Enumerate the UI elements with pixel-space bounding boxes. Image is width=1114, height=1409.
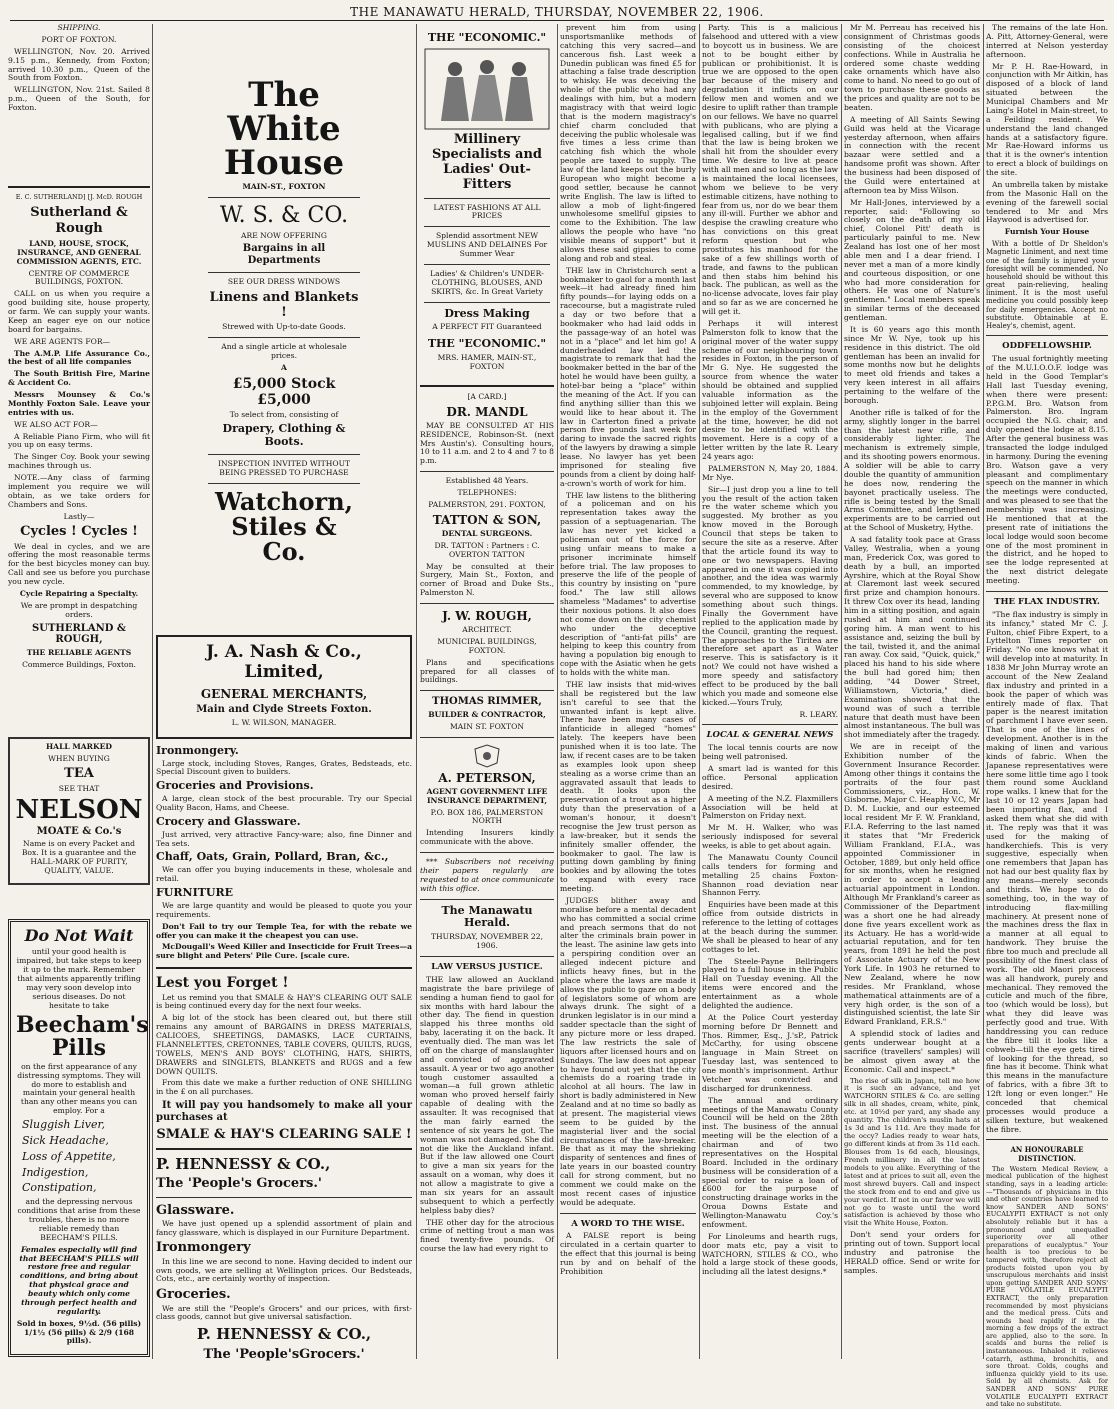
column-4 xyxy=(560,24,696,1359)
beecham-brand: Beecham's Pills xyxy=(16,1011,149,1061)
ad-text: The Western Medical Review, a medical publication of the highest standing, says in a leading article:—"Thousands of physicians in this and other countries have learned to know SANDER AND SONS' EUCALYPTI EXTRACT is not only absolutely reliable but it has a pronounced and unequalled superiority over all other preparations of eucalyptus." Your health is too precious to be tampered with, therefore reject all products foisted upon you by unscrupulous merchants and insist upon getting SANDER AND SONS' PURE VOLATILE EUCALYPTI EXTRACT, the only preparation recommended by most physicians and the medical press. Cuts and wounds heal rapidly if in the morning a few drops of the extract are applied, also to the sore. In scalds and burns the relief is instantaneous. Inhaled it relieves catarrh, asthma, bronchitis, and sore throat. Colds, coughs and influenza quickly yield to its use. Sold by all chemists. Ask for SANDER AND SONS' PURE VOLATILE EUCALYPTI EXTRACT and take no substitute. xyxy=(986,1164,1108,1409)
agency-item: The A.M.P. Life Assurance Co., the best of all life companies xyxy=(8,348,150,367)
ad-subheading: The 'People's Grocers.' xyxy=(156,1176,322,1192)
ad-text: We are still the "People's Grocers" and our prices, with first-class goods, cannot but give universal satisfaction. xyxy=(156,1303,412,1322)
ad-text: MUNICIPAL BUILDINGS, FOXTON. xyxy=(437,636,537,655)
section-heading: ODDFELLOWSHIP. xyxy=(1002,341,1092,352)
news-item: A sad fatality took pace at Grass Valley, Westralia, when a young man, Frederick Cox, was gored to death by a bull, an imported Ayrshire, which at the Royal Show at Claremont last week secured first prize and champion honours. It threw Cox over its head, landing him in a sitting position, and again rushed at him and continued goring him. A man went to his assistance and, seizing the bull by the tail, twisted it, and the animal ran away. Cox said, "Quick, quick," placed his hand to his side where the bull had gored him; then adding, "44 Dower Street, Williamstown, Victoria," died. Examination showed that the wound was of such a terrible nature that death must have been almost instantaneous. The bull was shot immediately after the tragedy. xyxy=(844,535,980,740)
ad-text: We have just opened up a splendid assortment of plain and fancy glassware, which is displayed in our Furniture Department. xyxy=(156,1218,412,1237)
ladies-illustration-icon xyxy=(425,49,549,129)
column-6 xyxy=(844,24,980,1359)
news-item: We are in receipt of the Exhibition number of the Government Insurance Recorder. Among other things it contains the portraits of the four past Commissioners, viz., Hon. W. Gisborne, Major C. Heaphy V.C, Mr D. M. Luckie, and our esteemed local resident Mr F. W. Frankland, F.I.A. Referring to the last named it states that "Mr Frederick William Frankland, F.I.A., was appointed Commissioner in October, 1889, but only held office for six months, when he resigned in order to accept a leading actuarial appointment in London. Although Mr Frankland's career as Commissioner of the Department was a short one he had already done five years excellent work as its Actuary. He has a world-wide actuarial reputation, and for ten years, from 1891 he held the post of Associate Actuary of the New York Life. In 1903 he returned to New Zealand, where he now resides. Mr Frankland, whose mathematical attainments are of a very high order, is the son of a distinguished scientist, the late Sir Edward Frankland, F.R.S." xyxy=(844,742,980,1027)
ad-text: Millinery Specialists and Ladies' Out-Fitters xyxy=(431,131,543,192)
ad-text: We are prompt in despatching orders. xyxy=(20,600,138,619)
ad-text: Linens and Blankets ! xyxy=(209,289,359,320)
news-item: A meeting of the N.Z. Flaxmillers Association will be held at Palmerston on Friday next. xyxy=(702,793,838,821)
ad-text: J. W. ROUGH, xyxy=(442,609,532,624)
ad-text: A. PETERSON, xyxy=(438,770,536,785)
watchorn-brand: Watchorn, Stiles & Co. xyxy=(214,486,354,567)
article-heading: A WORD TO THE WISE. xyxy=(571,1218,685,1229)
ad-text: SEE THAT xyxy=(58,783,100,793)
ad-text: Don't Fail to try our Temple Tea, for with the rebate we offer you can make it the cheapest you can use. xyxy=(156,921,412,940)
news-item: Enquiries have been made at this office from outside districts in reference to the letting of cottages at the beach during the summer. We shall be pleased to hear of any cottages to let. xyxy=(702,900,838,954)
ad-text: MAY BE CONSULTED AT HIS RESIDENCE, Robinson-St. (next Mrs Austin's). Consulting hours, 10 to 11 a.m. and 2 to 4 and 7 to 8 p.m. xyxy=(420,420,554,466)
ad-text: GENERAL MERCHANTS, xyxy=(200,687,368,702)
ad-text: and the depressing nervous conditions that arise from these troubles, there is no more reliable remedy than BEECHAM'S PILLS. xyxy=(17,1197,141,1242)
ad-text: Commerce Buildings, Foxton. xyxy=(22,659,136,669)
ad-text: Main and Clyde Streets Foxton. xyxy=(196,704,372,716)
article-text: THE law insists that mid-wives shall be registered but the law isn't careful to see that the unwanted infant is kept alive. There have been many cases of infanticide in alleged "homes" lately. The keepers have been punished when it is too late. The law, if recent cases are to be taken as examples look upon sheep stealing as a worse crime than an aggravated assault that leads to death. It looks upon the preservation of a trout as a higher duty than the preservation of a woman's honour, it doesn't recognise the Jew trust person as a law-breaker, but it sends the infinitely smaller offender, the bookmaker to gaol. The law is putting down gambling by fining bookies and by allowing the totes to expand with every race meeting. xyxy=(560,679,696,893)
ad-text: Loss of Appetite, xyxy=(22,1149,116,1163)
ad-text: ARE NOW OFFERING xyxy=(241,230,327,240)
ad-text: We deal in cycles, and we are offering the most reasonable terms for the best bicycles money can buy. Call and see us before you purchase you new cycle. xyxy=(8,541,150,587)
ad-text: CALL on us when you require a good building site, house property, or farm. We can supply your wants. Keep an eager eye on our notice board for bargains. xyxy=(8,289,150,334)
ad-subheading: Lest you Forget ! xyxy=(156,975,289,992)
column-rule xyxy=(841,24,842,1359)
firm-description: LAND, HOUSE, STOCK, INSURANCE, AND GENERAL COMMISSION AGENTS, ETC. xyxy=(16,238,142,266)
ad-subheading: Crocery and Glassware. xyxy=(156,814,301,828)
news-item: Another rifle is talked of for the army, slightly longer in the barrel than the latest new rifle, and considerably lighter. The mechanism is extremely simple, and its shooting powers enormous. A soldier will be able to carry double the quantity of ammunition he does now, rendering the bayonet practically useless. The rifle is being tested by the Small Arms Committee, and lengthened experiments are to be carried out at the School of Musketry, Hythe. xyxy=(844,407,980,533)
ad-text: BUILDER & CONTRACTOR, xyxy=(428,709,546,719)
article-text: PALMERSTON N, May 20, 1884. Mr Nye. xyxy=(702,463,838,482)
news-item: The Steele-Payne Bellringers played to a full house in the Public Hall on Tuesday evening. All the items were encored and the entertainment as a whole delighted the audience. xyxy=(702,956,838,1010)
article-text: Perhaps it will interest Palmerston folk to know that the original mover of the water suppy scheme of our neighbouring town resides in Foxton, in the person of Mr G. Nye. He suggested the source from whence the water should be obtained and supplied valuable information as the subjoined letter will explain. Being in the employ of the Government at the time, however, he did not desire to be identified with the movement. Here is a copy of a letter written by the late R. Leary 24 years ago: xyxy=(702,318,838,461)
ad-text: TELEPHONES: xyxy=(457,488,517,498)
issue-date: THURSDAY, NOVEMBER 22, 1906. xyxy=(430,932,543,951)
ad-text: ARCHITECT. xyxy=(462,625,512,635)
ad-text: THOMAS RIMMER, xyxy=(432,696,542,708)
news-item: The usual fortnightly meeting of the M.U.I.O.O.F. lodge was held in the Good Templar's Hall last Tuesday evening, when there were present: P.P.G.M. Bro. Watson from Palmerston. Bro. Ingram occupied the N.G. chair, and duly opened the lodge at 8.15. After the general business was transacted the lodge indulged in harmony. During the evening Bro. Watson gave a very pleasant and complimentary speech on the manner in which the meetings were conducted, and was pleased to see that the membership was increasing. He mentioned that at the present rate of initiations the local lodge would soon become one of the most prominent in the district, and he hoped to see the lodge represented at the next district delegate meeting. xyxy=(986,354,1108,585)
ad-text: To select from, consisting of xyxy=(229,410,339,420)
ad-text: Established 48 Years. xyxy=(445,476,529,486)
article-text: THE law listens to the blithering of a policeman and on his representation takes away the passion of a septuagenarian. The law has never yet kicked a policeman out of the force for using unfair means to make a prisoner incriminate himself before trial. The law proposes to preserve the life of the people of this country by insisting on "pure food." The law still allows shameless "Madames" to advertise their noxious potions. It also does not come down on the city chemist who under the deceptive description of "anti-fat pills" are helping to keep this country from having a population big enough to cope with the Asiatic when he gets to holds with the white man. xyxy=(560,490,696,677)
news-item: It is 60 years ago this month since Mr W. Nye, took up his residence in this district. The old gentleman has been an invalid for some months now but he delights to meet old friends and takes a very keen interest in all affairs pertaining to the welfare of the borough. xyxy=(844,324,980,405)
ad-text: Just arrived, very attractive Fancy-ware; also, fine Dinner and Tea sets. xyxy=(156,829,412,848)
ad-text: Sick Headache, xyxy=(22,1133,109,1147)
white-house-title: The White House xyxy=(223,75,345,183)
section-heading: THE FLAX INDUSTRY. xyxy=(994,596,1100,607)
ad-text: MOATE & Co.'s xyxy=(36,825,122,837)
ad-text: Sluggish Liver, xyxy=(22,1118,106,1131)
section-heading: AN HONOURABLE DISTINCTION. xyxy=(1010,1145,1084,1163)
ad-text: Cycle Repairing a Specialty. xyxy=(19,588,139,598)
crest-icon xyxy=(467,743,507,769)
firm-name: Sutherland & Rough xyxy=(30,205,128,236)
column-rule xyxy=(416,24,417,1359)
ad-text: Dress Making xyxy=(444,306,530,320)
firm-name: SUTHERLAND & ROUGH, xyxy=(32,622,126,646)
column-1 xyxy=(8,24,150,1359)
masthead: THE MANAWATU HERALD, THURSDAY, NOVEMBER 22, 1906. xyxy=(10,5,1104,21)
article-text: THE other day for the atrocious crime of netting trout a man was fined twenty-five pounds. Of course the law had every right to xyxy=(420,1217,554,1254)
economic-ad xyxy=(420,28,554,379)
ad-text: J. A. Nash & Co., Limited, xyxy=(206,642,362,683)
agency-item: A Reliable Piano Firm, who will fit you up on easy terms. xyxy=(8,431,150,450)
ad-text: W. S. & CO. xyxy=(219,202,349,228)
news-item: Mr P. H. Rae-Howard, in conjunction with Mr Aitkin, has disposed of a block of land situated between the Municipal Chambers and Mr Laing's Hotel in Main-street, to a Feilding resident. We understand the land changed hands at a satisfactory figure. Mr Rae-Howard informs us that it is the owner's intention to erect a block of buildings on the site. xyxy=(986,61,1108,177)
hennessy-brand: P. HENNESSY & CO., xyxy=(156,1154,331,1173)
ad-text: *** Subscribers not receiving their papers regularly are requested to at once communicate with this office. xyxy=(420,857,554,893)
partner-names: E. C. SUTHERLAND] [J. McD. ROUGH xyxy=(15,192,143,201)
ad-text: Females especially will find that BEECHAM'S PILLS will restore free and regular conditions, and bring about that physical grace and beauty which only come through perfect health and regularity. xyxy=(19,1244,139,1316)
ad-text: NOTE.—Any class of farming implement you require we will obtain, as we take orders for Chambers and Sons. xyxy=(8,473,150,509)
ad-text: MAIN-ST., FOXTON xyxy=(242,182,326,191)
news-item: A splendid stock of ladies and gents underwear bought at a sacrifice (travellers' samples) will be almost given away at the Economic. Call and inspect.* xyxy=(844,1029,980,1074)
article-text: THE law in Christchurch sent a bookmaker to gaol for a month last week—it had already fined him fifty pounds—for laying odds on a racecourse, but a magistrate ruled a day or two before that a bookmaker who had laid odds in the passage-way of an hotel was not in a "place" and let him go! A dunderheaded law led the magistrate to remark that had the bookmaker betted in the bar of the hotel he would have been guilty, a hotel-bar being a "place" within the meaning of the Act. If you can find anything sillier than this we would like to hear about it. The law in Carterton fined a private person five pounds last week for daring to invade the sacred rights of the lawyers by drawing a simple lease. No lawyer has yet been imprisoned for stealing five pounds from a client by doing half-a-crown's worth of work for him. xyxy=(560,265,696,488)
ad-text: Drapery, Clothing & Boots. xyxy=(222,422,346,449)
ad-text: LATEST FASHIONS AT ALL PRICES xyxy=(433,202,541,221)
ad-text: A xyxy=(281,362,287,372)
shipping-notice: WELLINGTON, Nov. 20. Arrived 9.15 p.m., Kennedy, from Foxton; arrived 10.30 p.m., Queen of the South from Foxton. xyxy=(8,46,150,83)
ad-subheading: Furnish Your House xyxy=(1004,227,1090,237)
news-item: A meeting of All Saints Sewing Guild was held at the Vicarage yesterday afternoon, when affairs in connection with the recent bazaar were settled and a handsome profit was shown. After the business had been disposed of the Guild were entertained at afternoon tea by Miss Wilson. xyxy=(844,114,980,195)
ad-subheading: Groceries and Provisions. xyxy=(156,779,314,793)
ad-text: INSPECTION INVITED WITHOUT BEING PRESSED TO PURCHASE xyxy=(217,458,351,477)
ad-text: WE ARE AGENTS FOR— xyxy=(14,336,111,346)
news-item: A smart lad is wanted for this office. Personal application desired. xyxy=(702,764,838,791)
news-item: Don't send your orders for printing out of town. Support local industry and patronise the HERALD office. Send or write for samples. xyxy=(844,1230,980,1275)
ad-text: £5,000 Stock £5,000 xyxy=(232,375,336,409)
ad-text: A big lot of the stock has been cleared out, but there still remains any amount of BARGAINS in DRESS MATERIALS, CALICOES, SHEETINGS, DAMASKS, LACE CURTAINS, FLANNELETTES, CRETONNES, TABLE COVERS, QUILTS, RUGS, TOWELS, MEN'S AND BOYS' CLOTHING, HATS, SHIRTS, DRAWERS and SINGLETS, BLANKETS and RUGS and a few DOWN QUILTS. xyxy=(156,1013,412,1076)
ad-text: A PERFECT FIT Guaranteed xyxy=(432,322,542,332)
ad-text: McDougall's Weed Killer and Insecticide for Fruit Trees—a sure blight and Peters' Pile Cure. [scale cure. xyxy=(156,942,412,961)
ad-text: Let us remind you that SMALE & HAY'S CLEARING OUT SALE is being continued every day for the next four weeks. xyxy=(156,992,412,1011)
article-text: Party. This is a malicious falsehood and uttered with a view to boycott us in business. We are not to be bought either by publican or prohibitionist. It is true we are opposed to the open bar because of the misery and degradation it inflicts on our fellow men and women and we desire to uplift rather than trample on our fellows. We have no quarrel with publicans, who are plying a legalised calling, but if we find that the law is being broken we shall hit from the shoulder every time. We desire to live at peace with all men and so long as the law is maintained the local licensees, whom we believe to be very estimable citizens, have nothing to fear from us, nor do we bear them any ill-will. Further we abhor and despise the crawling creature who has convictions on this great reform question but who prostitutes his manhood for the sake of a few shillings worth of trade, and fawns to the publican and then stabs him behind his back. The publican, as well as the no-license advocate, loves fair play and so far as we are concerned he will get it. xyxy=(702,23,838,316)
article-text: JUDGES blither away and moralise before a mental decadent who has committed a social crime and preach sermons that do not alter the criminals brain power in the least. The asinine law gets into a perspiring condition over an alleged indecent picture and inflicts heavy fines, but in the place where the laws are made it allows the public to gaze on a body of legislators some of whom are always drunk. The sight of a drunken legislator is in our mind a sadder spectacle than the sight of any picture more or less draped. The law restricts the sale of liquors after licensed hours and on Sundays. The law does not appear to have found out yet that the city chemists do a roaring trade in alcohol at all hours. The law in short is badly administered in New Zealand and at no time so badly as at present. The magisterial views seem to be guided by the magisterial liver and the social circumstances of the law-breaker. Be that as it may the shrieking disparity of sentences and fines of late years in our boasted country call for strong comment, but no comment we could make on the most recent cases of injustice would be adequate. xyxy=(560,895,696,1207)
ad-text: Strewed with Up-to-date Goods. xyxy=(222,322,346,332)
news-item: The rise of silk in Japan, tell me how it is such an advance, and yet WATCHORN STILES & Co. are selling silk in all shades, cream, white, pink, etc. at 10½d per yard, any shade any quantity. The children's muslin hats at 1s 3d and 1s 11d. Are they made for the occy? Ladies ready to wear hats, go different kinds at from 3s 11d each. Blouses from 1s 6d each, blousings, French millinery in all the latest models to you alike. Everything of the latest and at prices to suit all, even the most shrewd buyers. Call and inspect the stock from end to end and give us your verdict. If not in our favor we will not go to waste until the word satisfaction is achieved by those who visit the White House, Foxton. xyxy=(844,1076,980,1228)
ad-text: Large stock, including Stoves, Ranges, Grates, Bedsteads, etc. Special Discount given to builders. xyxy=(156,758,412,777)
ad-text: Bargains in all Departments xyxy=(242,243,326,267)
ad-text: L. W. WILSON, MANAGER. xyxy=(231,717,337,727)
article-heading: LAW VERSUS JUSTICE. xyxy=(431,961,543,972)
column-2 xyxy=(156,24,412,1362)
ad-text: Name is on every Packet and Box. It is a guarantee and the HALL-MARK OF PURITY, QUALITY, VALUE. xyxy=(21,839,137,875)
column-7 xyxy=(986,23,1108,1409)
ad-text: Indigestion, xyxy=(22,1165,89,1179)
news-item: At the Police Court yesterday morning before Dr Bennett and Thos. Rimmer, Esq., J.'sP., Patrick McCarthy, for using obscene language in Main Street on Tuesday last, was sentenced to one month's imprisonment. Arthur Vetcher was convicted and discharged for drunkenness. xyxy=(702,1012,838,1093)
cycles-heading: Cycles ! Cycles ! xyxy=(20,524,138,540)
ad-text: Do Not Wait xyxy=(24,925,134,945)
ad-text: P.O. BOX 186, PALMERSTON NORTH xyxy=(430,807,544,826)
ad-text: Splendid assortment NEW MUSLINS AND DELAINES For Summer Wear xyxy=(426,231,548,259)
ad-text: until your good health is impaired, but take steps to keep it up to the mark. Remember that ailments apparently trifling may very soon develop into serious diseases. Do not hesitate to take xyxy=(16,947,142,1010)
ad-text: HALL MARKED xyxy=(46,741,112,751)
ad-text: Constipation, xyxy=(22,1181,97,1195)
ad-subheading: FURNITURE xyxy=(156,886,234,900)
ad-text: WE ALSO ACT FOR— xyxy=(14,419,98,429)
column-rule xyxy=(152,24,153,1359)
ad-text: THE RELIABLE AGENTS xyxy=(26,647,132,657)
ad-text: Intending Insurers kindly communicate with the above. xyxy=(420,828,554,847)
newspaper-title: The Manawatu Herald. xyxy=(441,903,533,930)
beecham-ad xyxy=(8,919,150,1358)
nash-ad xyxy=(156,635,412,738)
ad-text: THE "ECONOMIC." xyxy=(427,337,547,351)
column-rule xyxy=(983,24,984,1359)
ad-text: [A CARD.] xyxy=(467,391,507,401)
ad-text: MRS. HAMER, MAIN-ST., FOXTON xyxy=(437,353,537,372)
ad-text: In this line we are second to none. Having decided to indent our own goods, we are selling at Wellington prices. Our Bedsteads, Cots, etc., are certainly worthy of inspection. xyxy=(156,1256,412,1284)
shipping-heading: SHIPPING. xyxy=(57,23,101,32)
article-text: prevent him from using unsportsmanlike methods of catching this very sacred—and cancerous fish. Last week a Dunedin publican was fined £5 for attaching a false trade description to whisky. He was deceiving the whole of the public who had any dealings with him, but a modern magistracy with that weird logic that is the modern magistracy's chief charm concluded that deceiving the public wholesale was five times a less crime than catching fish which the whole people are taxed to supply. The law of the land keeps out the burly European who might become a good settler, because he cannot write English. The law is lifted to allow a mob of light-fingered unwholesome smellful gipsies to come to the Exhibition. The law allows the people who have "no visible means of support" but it allows these said gipsies to come along and rob and steal. xyxy=(560,23,696,263)
news-item: Mr M. H. Walker, who was seriously indisposed for several weeks, is able to get about again. xyxy=(702,823,838,851)
ad-text: DR. MANDL xyxy=(446,404,528,419)
ad-text: And a single article at wholesale prices. xyxy=(221,342,347,360)
ad-text: May be consulted at their Surgery, Main St., Foxton, and corner of Broad and Duke Sts., Palmerston N. xyxy=(420,561,554,598)
ad-text: DENTAL SURGEONS. xyxy=(441,528,533,538)
hennessy-brand: P. HENNESSY & CO., xyxy=(196,1325,372,1344)
agency-item: The Singer Coy. Book your sewing machines through us. xyxy=(8,452,150,471)
ad-text: Sold in boxes, 9½d. (56 pills) 1/1½ (56 pills) & 2/9 (168 pills). xyxy=(16,1318,142,1346)
port-heading: PORT OF FOXTON. xyxy=(41,34,117,44)
news-item: The Manawatu County Council calls tenders for forming and metalling 25 chains Foxton-Shannon road deviation near Shannon Ferry. xyxy=(702,852,838,898)
ad-text: It will pay you handsomely to make all your purchases at xyxy=(156,1100,412,1123)
tea-ad xyxy=(8,737,150,885)
ad-text: AGENT GOVERNMENT LIFE INSURANCE DEPARTMENT, xyxy=(426,786,548,805)
news-item: The annual and ordinary meetings of the Manawatu County Council will be held on the 28th inst. The business of the annual meeting will be the election of a chairman and of two representatives on the Hospital Board. Included in the ordinary business will be consideration of a special order to raise a loan of £600 for the purpose of constructing drainage works in the Oroua Downs Estate and Wellington-Manawatu Coy.'s enfowment. xyxy=(702,1095,838,1229)
news-item: "The flax industry is simply in its infancy," stated Mr C. J. Fulton, chief Fibre Expert, to a Lyttelton Times reporter on Friday. "No one knows what it will develop into at maturity. In 1838 Mr John Murray wrote an account of the New Zealand flax industry and printed in a book the paper of which was entirely made of flax. That paper is the nearest imitation of parchment I have ever seen. That is one of the lines of development. Another is in the making of linen and various kinds of fabric. When the Japanese representatives were here some little time ago I took them round some Auckland rope walks. I knew that for the last 10 or 12 years Japan had been importing flax, and I asked them what she did with it. The reply was that it was used for the making of handkerchiefs. This is very suggestive, especially when one remembers that Japan has not had our best quality flax by any means—merely seconds and thirds. We hope to do something, too, in the way of introducing flax-milling machinery. At present none of the machines dress the flax in a manner at all equal to handwork. They bruise the fibre too much and preclude all possibility of the finest class of work. The old Maori process was all handwork, purely and mechanical. They removed the cuticle and much of the fibre, too (which would be loss), but what they did leave was perfectly good and true. With handdressing you can reduce the fibre till it looks like a cobweb—till the eye gets tired of looking for the thread, so fine has it become. Think what this means in the manufacture of fabrics, with a fibre 3ft to 12ft long or even longer." He conceded that chemical processes would produce a silken texture, but weakened the fibre. xyxy=(986,609,1108,1134)
ad-text: THE "ECONOMIC." xyxy=(427,31,547,44)
ad-text: WHEN BUYING xyxy=(48,753,110,763)
ad-subheading: Chaff, Oats, Grain, Pollard, Bran, &c., xyxy=(156,850,389,864)
ad-text: Lastly— xyxy=(63,511,95,521)
column-5 xyxy=(702,24,838,1359)
article-text: Sir—I just drop you a line to tell you the result of the action taken re the water scheme which you suggested. My brother as you know moved in the Borough Council that steps be taken to secure the site as a reserve. After that the article found its way to one or two newspapers. Having appeared in one it was copied into another, and the idea was warmly commended, to my knowledge, by several who are supposed to know something about such things. Finally the Government have replied to the application made by the Council, granting the request. The approaches to the Tiritea are therefore set apart as a Water reserve. This is satisfactory is it not? We could not have wished a more speedy and satisfactory effect to be produced by the ball which you made and someone else kicked.—Yours Truly, xyxy=(702,484,838,707)
smale-hay-brand: SMALE & HAY'S CLEARING SALE ! xyxy=(156,1126,412,1142)
article-text: THE law allowed an Auckland magistrate the bare privilege of sending a human fiend to gaol for six months with hard labour the other day. The fiend in question slapped his three months old baby, lacerating it on the back. It eventually died. The man was let off on the charge of manslaughter and convicted of aggravated assault. A year or two ago another tough customer assaulted a woman—a full grown athletic woman who proved herself fairly capable of dealing with the assaulter. It was recognised that the man fairly earned the sentence of six years he got. The woman was not damaged. She did not die like the Auckland infant. But if the law allowed one Court to give a man six years for the assault on a woman, why does it not allow a magistrate to give a man six years for an assault subsequent to which a perfectly helpless baby dies? xyxy=(420,974,554,1215)
ad-subheading: The 'People'sGrocers.' xyxy=(203,1346,365,1362)
ad-subheading: Glassware. xyxy=(156,1202,235,1218)
news-item: For Linoleums and hearth rugs, door mats etc, pay a visit to WATCHORN, STILES & CO., who hold a large stock of these goods, including all the latest designs.* xyxy=(702,1231,838,1277)
ad-text: PALMERSTON, 291. FOXTON, xyxy=(428,499,546,509)
firm-address: CENTRE OF COMMERCE BUILDINGS, FOXTON. xyxy=(28,268,130,287)
agency-item: The South British Fire, Marine & Accident Co. xyxy=(8,369,150,388)
ad-subheading: Ironmongery. xyxy=(156,743,239,757)
ad-subheading: Groceries. xyxy=(156,1287,231,1303)
ad-text: We can offer you buying inducements in these, wholesale and retail. xyxy=(156,865,412,884)
ad-subheading: Ironmongery xyxy=(156,1240,251,1256)
ad-text: DR. TATTON : Partners : C. OVERTON TATTON xyxy=(434,540,540,559)
column-rule xyxy=(557,24,558,1359)
news-item: Mr M. Perreau has received his consignment of Christmas goods consisting of the choicest confections. While in Australia he ordered some chaste wedding cake ornaments which have also come to hand. No need to go out of town to purchase these goods as the prices and quality are not to be beaten. xyxy=(844,23,980,112)
agency-item: Messrs Mounsey & Co.'s Monthly Foxton Sale. Leave your entries with us. xyxy=(8,390,150,417)
ad-text: TEA xyxy=(64,766,94,782)
ad-text: Ladies' & Children's UNDER-CLOTHING, BLOUSES, AND SKIRTS, &c. In Great Variety xyxy=(430,268,544,296)
ad-text: Plans and specifications prepared for all classes of buildings. xyxy=(420,657,554,685)
column-3 xyxy=(420,24,554,1359)
article-text: A FALSE report is being circulated in a certain quarter to the effect that this journal is being run by and on behalf of the Prohibition xyxy=(560,1231,696,1276)
ad-text: TATTON & SON, xyxy=(432,512,542,527)
news-item: The local tennis courts are now being well patronised. xyxy=(702,743,838,762)
white-house-ad xyxy=(204,74,364,571)
ad-text: From this date we make a further reduction of ONE SHILLING in the £ on all purchases. xyxy=(156,1078,412,1097)
ad-text: MAIN ST. FOXTON xyxy=(450,721,524,731)
column-rule xyxy=(699,24,700,1359)
ad-text: We are large quantity and would be pleased to quote you your requirements. xyxy=(156,900,412,919)
ad-text: With a bottle of Dr Sheldon's Magnetic Liniment, and next time one of the family is injured your foresight will be commended. No household should be without this great pain-relieving, healing liniment. It is the most useful medicine you could possibly keep for daily emergencies. Accept no substitute. Obtainable at E. Healey's, chemist, agent. xyxy=(986,240,1108,330)
news-item: Mr Hall-Jones, interviewed by a reporter, said: "Following so closely on the death of my old chief, Colonel Pitt' death is particularly painful to me. New Zealand has lost one of her most able men and I a dear friend. I never met a man of a more kindly and courteous disposition, or one who had more consideration for others. He was one of Nature's gentlemen." Local members speak in similar terms of the deceased gentleman. xyxy=(844,197,980,322)
ad-text: SEE OUR DRESS WINDOWS xyxy=(227,276,341,286)
ad-text: on the first appearance of any distressing symptoms. They will do more to establish and maintain your general health than any other means you can employ. For a xyxy=(17,1061,141,1116)
section-heading: LOCAL & GENERAL NEWS xyxy=(706,730,834,741)
news-item: An umbrella taken by mistake from the Masonic Hall on the evening of the farewell social tendered to Mr and Mrs Haywood is advertised for. xyxy=(986,179,1108,225)
letter-signature: R. LEARY. xyxy=(799,709,838,719)
news-item: The remains of the late Hon. A. Pitt, Attorney-General, were interred at Nelson yesterday afternoon. xyxy=(986,23,1108,59)
nelson-brand: NELSON xyxy=(15,794,143,825)
ad-text: A large, clean stock of the best procurable. Try our Special Quality Bacon, Hams, and Cheese. xyxy=(156,794,412,812)
shipping-notice: WELLINGTON, Nov. 21st. Sailed 8 p.m., Queen of the South, for Foxton. xyxy=(8,85,150,112)
